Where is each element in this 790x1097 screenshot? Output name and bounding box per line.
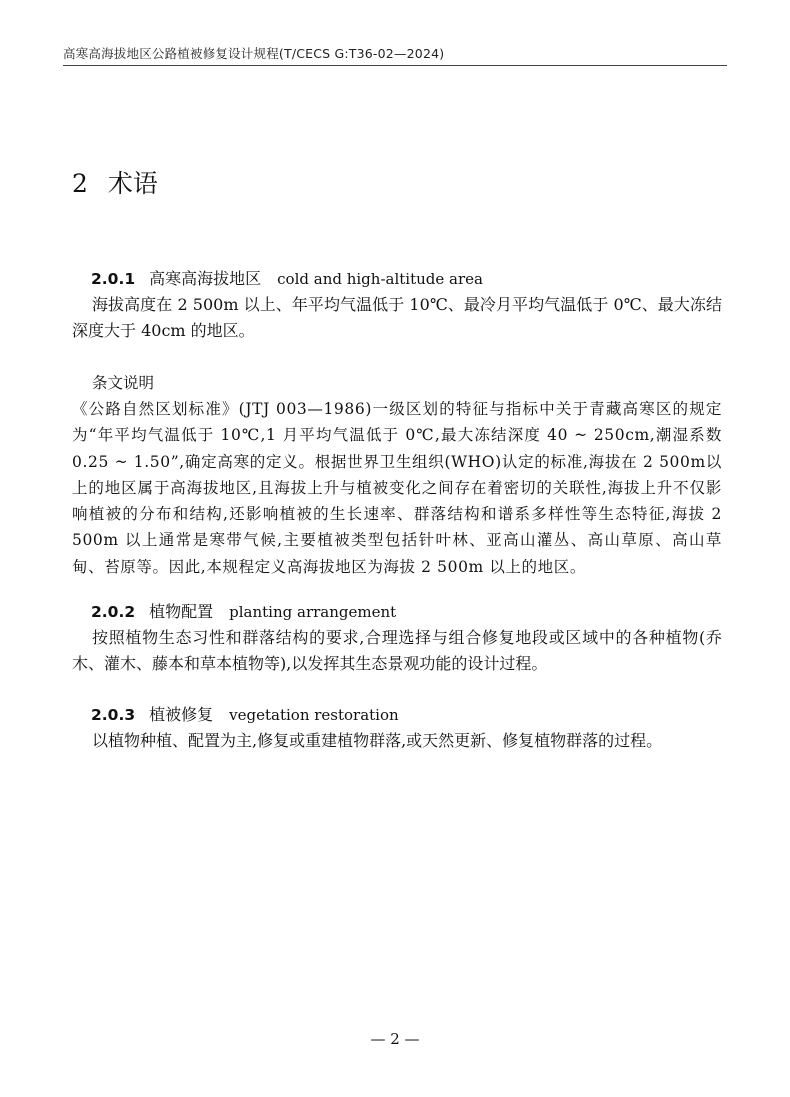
term-heading <box>72 599 722 625</box>
term-heading <box>72 702 722 728</box>
term-heading <box>72 266 722 292</box>
term-en: vegetation restoration <box>229 706 399 724</box>
term-2-0-1 <box>72 266 722 344</box>
chapter-heading <box>72 164 158 200</box>
term-2-0-3 <box>72 702 722 754</box>
explanation-text: 《公路自然区划标准》(JTJ 003—1986)一级区划的特征与指标中关于青藏高寒区的规定为“年平均气温低于 10℃,1 月平均气温低于 0℃,最大冻结深度 40 ~ 250cm,潮湿系数 0.25 ~ 1.50”,确定高寒的定义。根据世界卫生组织(WHO)认定的标准,海拔在 2 500m以上的地区属于高海拔地区,且海拔上升与植被变化之间存在着密切的关联性,海拔上升不仅影响植被的分布和结构,还影响植被的生长速率、群落结构和谱系多样性等生态特征,海拔 2 500m 以上通常是寒带气候,主要植被类型包括针叶林、亚高山灌丛、高山草原、高山草甸、苔原等。因此,本规程定义高海拔地区为海拔 2 500m 以上的地区。 <box>72 400 722 576</box>
page-number: — 2 — <box>370 1030 420 1048</box>
term-zh: 植物配置 <box>149 602 214 621</box>
term-definition: 按照植物生态习性和群落结构的要求,合理选择与组合修复地段或区域中的各种植物(乔木、灌木、藤本和草本植物等),以发挥其生态景观功能的设计过程。 <box>72 628 722 673</box>
term-en: cold and high-altitude area <box>277 270 483 288</box>
term-code: 2.0.2 <box>91 603 136 621</box>
term-en: planting arrangement <box>229 603 397 621</box>
term-definition: 以植物种植、配置为主,修复或重建植物群落,或天然更新、修复植物群落的过程。 <box>92 731 663 750</box>
explanation-title: 条文说明 <box>92 374 155 392</box>
term-code: 2.0.3 <box>91 706 136 724</box>
running-header: 高寒高海拔地区公路植被修复设计规程(T/CECS G:T36-02—2024) <box>63 46 445 61</box>
explanation-block <box>72 370 722 580</box>
term-zh: 植被修复 <box>149 705 214 724</box>
term-zh: 高寒高海拔地区 <box>149 269 262 288</box>
chapter-number: 2 <box>72 169 88 198</box>
term-definition: 海拔高度在 2 500m 以上、年平均气温低于 10℃、最冷月平均气温低于 0℃、最大冻结深度大于 40cm 的地区。 <box>72 295 722 340</box>
chapter-title: 术语 <box>107 169 158 198</box>
term-2-0-2 <box>72 599 722 677</box>
header-rule <box>63 65 727 66</box>
term-code: 2.0.1 <box>91 270 136 288</box>
